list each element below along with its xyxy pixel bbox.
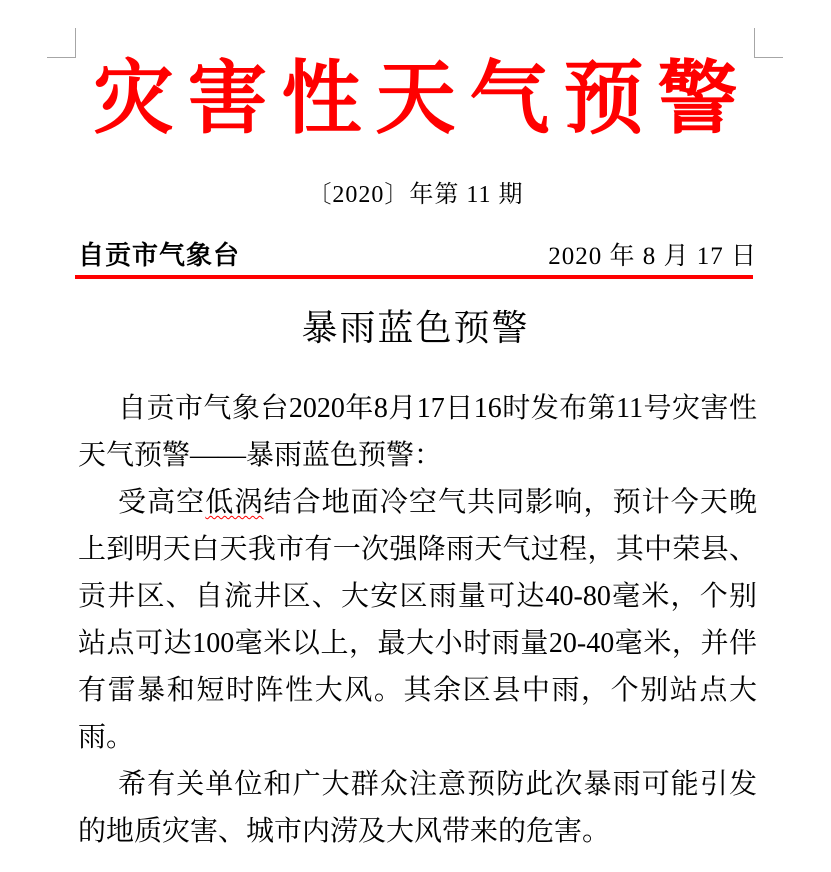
forecast-text-after: 结合地面冷空气共同影响，预计今天晚上到明天白天我市有一次强降雨天气过程，其中荣县、贡井区、自流井区、大安区雨量可达40-80毫米，个别站点可达100毫米以上，最大小时雨量20-40毫米，并伴有雷暴和短时阵性大风。其余区县中雨，个别站点大雨。 — [78, 487, 757, 753]
paragraph-issuance: 自贡市气象台2020年8月17日16时发布第11号灾害性天气预警——暴雨蓝色预警： — [78, 393, 757, 471]
agency-date-row — [78, 239, 757, 273]
issue-number-line: 〔2020〕年第 11 期 — [307, 182, 524, 208]
paragraph-advisory: 希有关单位和广大群众注意预防此次暴雨可能引发的地质灾害、城市内涝及大风带来的危害。 — [78, 769, 757, 847]
document-title: 灾害性天气预警 — [93, 56, 752, 144]
bulletin-body — [78, 385, 757, 855]
red-divider-rule — [75, 275, 753, 279]
paragraph-forecast — [78, 479, 757, 761]
bulletin-heading: 暴雨蓝色预警 — [301, 308, 530, 348]
issuing-agency: 自贡市气象台 — [78, 240, 241, 270]
forecast-text-before: 受高空 — [118, 487, 206, 518]
issue-date: 2020 年 8 月 17 日 — [548, 243, 757, 270]
spellcheck-flagged-word: 低涡 — [205, 487, 264, 518]
